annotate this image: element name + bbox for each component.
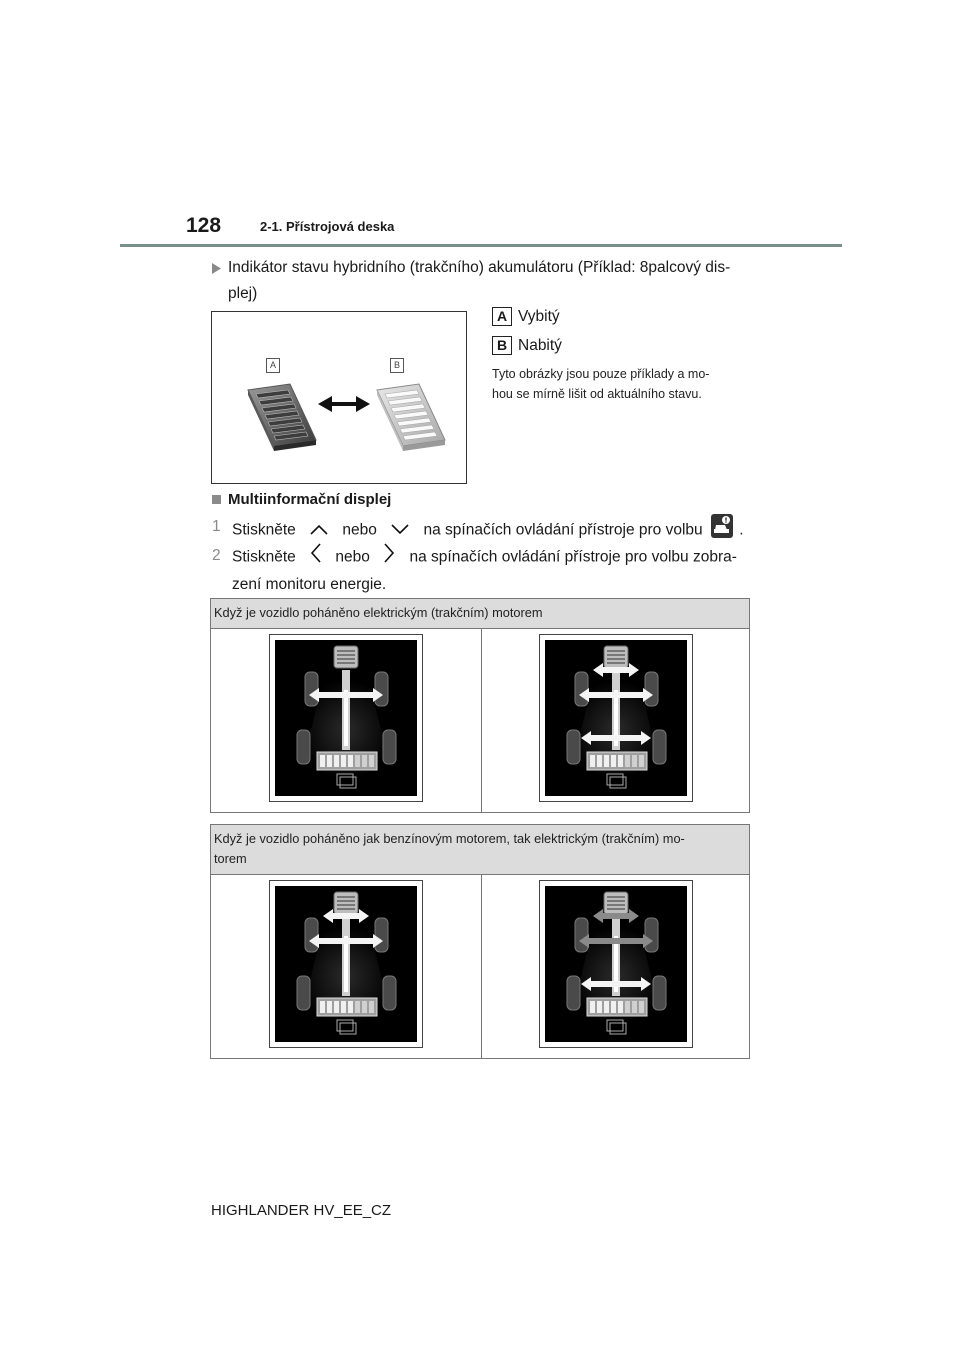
energy-monitor-screen [545, 640, 687, 796]
legend-text-a: Vybitý [518, 307, 560, 325]
table-2-caption-line-2: torem [214, 851, 247, 866]
energy-monitor-screen [545, 886, 687, 1042]
energy-monitor-cell [211, 875, 482, 1059]
square-bullet-icon [212, 495, 221, 504]
footer-model-code: HIGHLANDER HV_EE_CZ [211, 1202, 392, 1219]
table-1-caption: Když je vozidlo poháněno elektrickým (trakčním) motorem [211, 599, 750, 629]
step-1-text-b: nebo [342, 521, 377, 539]
legend-item-a [492, 307, 560, 326]
step-1-text-d: . [739, 521, 744, 539]
intro-line-2: plej) [228, 285, 258, 302]
section-heading [212, 491, 391, 508]
step-2 [212, 543, 752, 598]
energy-monitor-cell [482, 875, 750, 1059]
figure-label-b: B [390, 358, 404, 373]
legend-badge-b: B [492, 336, 512, 355]
energy-monitor-screen [275, 640, 417, 796]
step-1-text-c: na spínačích ovládání přístroje pro volbu [423, 521, 703, 539]
table-2-caption-line-1: Když je vozidlo poháněno jak benzínovým motorem, tak elektrickým (trakčním) mo- [214, 831, 685, 846]
page-number: 128 [186, 214, 222, 237]
chevron-up-icon [310, 518, 328, 544]
note-line-1: Tyto obrázky jsou pouze příklady a mo- [492, 367, 710, 381]
section-heading-text: Multiinformační displej [228, 491, 392, 508]
chevron-left-icon [310, 543, 321, 572]
legend-item-b [492, 336, 562, 355]
figure-label-a: A [266, 358, 280, 373]
chevron-right-icon [384, 543, 395, 572]
full-battery-icon [377, 384, 445, 451]
intro-line-1: Indikátor stavu hybridního (trakčního) akumulátoru (Příklad: 8palcový dis- [228, 259, 731, 276]
energy-monitor-cell [211, 629, 482, 813]
example-note [492, 364, 752, 404]
legend-badge-a: A [492, 307, 512, 326]
step-1-text-a: Stiskněte [232, 521, 296, 539]
legend-text-b: Nabitý [518, 336, 562, 354]
step-2-text-c: na spínačích ovládání přístroje pro volbu zobra- [409, 548, 737, 566]
step-2-text-b: nebo [335, 548, 370, 566]
battery-state-figure [211, 311, 467, 484]
hybrid-mode-table [210, 824, 750, 1059]
chevron-down-icon [391, 518, 409, 544]
empty-battery-icon [248, 384, 316, 451]
note-line-2: hou se mírně lišit od aktuálního stavu. [492, 387, 702, 401]
energy-monitor-screen [275, 886, 417, 1042]
energy-monitor-cell [482, 629, 750, 813]
table-2-caption [211, 825, 750, 875]
step-number-2: 2 [212, 547, 221, 564]
intro-bullet [212, 255, 752, 307]
section-title: 2-1. Přístrojová deska [260, 219, 395, 234]
step-number-1: 1 [212, 518, 221, 535]
step-2-text-d: zení monitoru energie. [232, 576, 387, 593]
header-rule [120, 244, 842, 247]
triangle-bullet-icon [212, 255, 228, 307]
step-2-text-a: Stiskněte [232, 548, 296, 566]
ev-mode-table [210, 598, 750, 813]
double-arrow-icon [318, 396, 370, 412]
